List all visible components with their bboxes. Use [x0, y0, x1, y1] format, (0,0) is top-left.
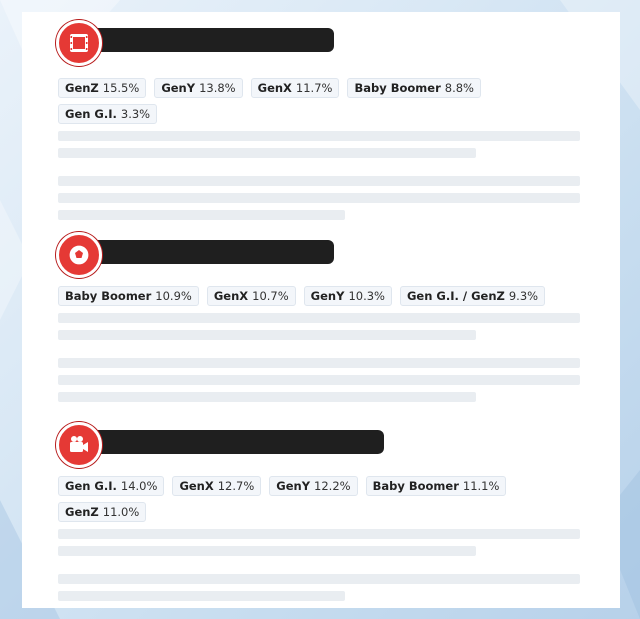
text-line: [58, 176, 580, 186]
text-line: [58, 193, 580, 203]
text-line: [58, 330, 476, 340]
stat-item: Baby Boomer 11.1%: [366, 476, 507, 496]
stat-item: GenZ 11.0%: [58, 502, 146, 522]
content-card: [22, 12, 620, 608]
section-title: [84, 240, 334, 264]
video-camera-icon: [56, 422, 102, 468]
stat-item: Gen G.I. 14.0%: [58, 476, 164, 496]
stat-item: Gen G.I. / GenZ 9.3%: [400, 286, 545, 306]
stat-item: Baby Boomer 10.9%: [58, 286, 199, 306]
text-line: [58, 574, 580, 584]
stat-item: GenZ 15.5%: [58, 78, 146, 98]
stat-item: GenY 13.8%: [154, 78, 242, 98]
section-header: [56, 232, 356, 276]
stat-list: [58, 78, 580, 124]
stat-item: GenX 11.7%: [251, 78, 340, 98]
section-title: [84, 430, 384, 454]
text-line: [58, 375, 580, 385]
section-body: [58, 74, 580, 227]
stat-item: GenX 12.7%: [172, 476, 261, 496]
text-line: [58, 148, 476, 158]
section-title: [84, 28, 334, 52]
text-line: [58, 529, 580, 539]
stat-list: [58, 286, 580, 306]
section-header: [56, 20, 356, 64]
stat-item: Baby Boomer 8.8%: [347, 78, 481, 98]
section-header: [56, 422, 356, 466]
text-line: [58, 546, 476, 556]
text-line: [58, 591, 345, 601]
text-line: [58, 131, 580, 141]
stat-item: GenY 10.3%: [304, 286, 392, 306]
section-body: [58, 472, 580, 608]
text-line: [58, 392, 476, 402]
stat-item: Gen G.I. 3.3%: [58, 104, 157, 124]
film-strip-icon: [56, 20, 102, 66]
text-line: [58, 210, 345, 220]
text-line: [58, 358, 580, 368]
text-line: [58, 313, 580, 323]
soccer-ball-icon: [56, 232, 102, 278]
stat-item: GenY 12.2%: [269, 476, 357, 496]
stat-list: [58, 476, 580, 522]
section-body: [58, 282, 580, 409]
stat-item: GenX 10.7%: [207, 286, 296, 306]
